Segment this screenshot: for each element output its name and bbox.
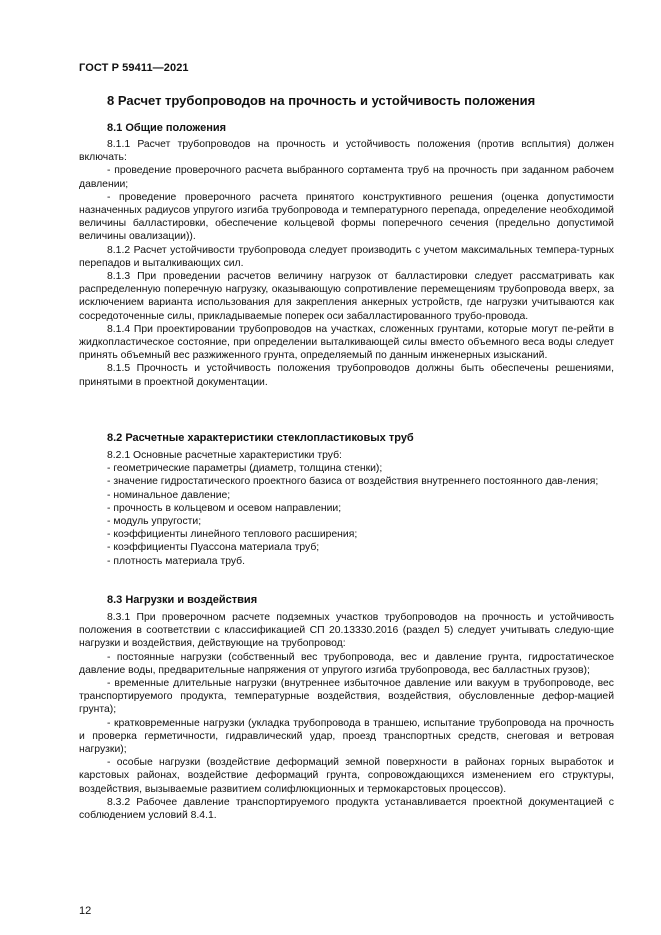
paragraph: 8.1.2 Расчет устойчивости трубопровода следует производить с учетом максимальных темпера-турных перепадов и выталкивающих сил.: [79, 244, 614, 269]
list-item: - плотность материала труб.: [107, 555, 246, 567]
list-item: - временные длительные нагрузки (внутреннее избыточное давление или вакуум в трубопроводе, вес транспортируемого продукта, температурные воздействия, воздействия, обусловленные дефор-мацией грунта);: [79, 678, 614, 716]
paragraph: - проведение проверочного расчета принятого конструктивного решения (оценка допустимости назначенных радиусов упругого изгиба трубопровода и температурного перепада, определение необходимой величины балластировки, обеспечение кольцевой формы поперечного сечения (предельно допустимой величины овализации)).: [79, 191, 614, 243]
paragraph: 8.1.1 Расчет трубопроводов на прочность и устойчивость положения (против всплытия) должен включать:: [79, 139, 614, 164]
paragraph: - проведение проверочного расчета выбранного сортамента труб на прочность при заданном рабочем давлении;: [79, 165, 614, 190]
subsection-body-8-2: [79, 449, 614, 568]
subsection-body-8-3: [79, 611, 614, 822]
standard-designation: ГОСТ Р 59411—2021: [79, 62, 189, 74]
list-item: - постоянные нагрузки (собственный вес трубопровода, вес и давление грунта, гидростатическое давление воды, предварительные напряжения от упругого изгиба трубопровода, вес балластных грузов);: [79, 651, 614, 676]
list-item: - значение гидростатического проектного базиса от воздействия внутреннего постоянного дав-ления;: [107, 476, 599, 488]
list-item: - геометрические параметры (диаметр, толщина стенки);: [107, 463, 383, 475]
list-item: - прочность в кольцевом и осевом направлении;: [107, 502, 342, 514]
section-title: 8 Расчет трубопроводов на прочность и устойчивость положения: [107, 93, 536, 108]
paragraph: 8.1.3 При проведении расчетов величину нагрузок от балластировки следует рассматривать как распределенную поперечную нагрузку, оказывающую сопротивление перемещениям трубопровода вверх, за исключением варианта использования для закрепления анкерных устройств, где нагрузки учитываются как сосредоточенные силы, прикладываемые поперек оси забалластированного трубо-провода.: [79, 271, 614, 322]
list-item: - номинальное давление;: [107, 489, 231, 501]
paragraph: 8.3.2 Рабочее давление транспортируемого продукта устанавливается проектной документацией с соблюдением условий 8.4.1.: [79, 796, 614, 822]
paragraph: 8.1.5 Прочность и устойчивость положения трубопроводов должны быть обеспечены решениями, принятыми в проектной документации.: [79, 363, 614, 388]
list-item: - коэффициенты Пуассона материала труб;: [107, 542, 320, 554]
subsection-title-8-1: 8.1 Общие положения: [107, 122, 227, 134]
subsection-body-8-1: [79, 138, 614, 389]
list-item: - кратковременные нагрузки (укладка трубопровода в траншею, испытание трубопровода на прочность и проверка герметичности, гидравлический удар, проезд транспортных средств, снеговая и ветровая нагрузки);: [79, 717, 614, 756]
list-item: - модуль упругости;: [107, 516, 202, 528]
subsection-title-8-3: 8.3 Нагрузки и воздействия: [107, 594, 258, 606]
subsection-title-8-2: 8.2 Расчетные характеристики стеклопластиковых труб: [107, 432, 414, 444]
list-item: - коэффициенты линейного теплового расширения;: [107, 529, 358, 541]
page-number: 12: [79, 905, 92, 917]
paragraph: 8.2.1 Основные расчетные характеристики труб:: [107, 450, 342, 461]
paragraph: 8.3.1 При проверочном расчете подземных участков трубопроводов на прочность и устойчивость положения в соответствии с классификацией СП 20.13330.2016 (раздел 5) следует учитывать следую-щие нагрузки и воздействия, действующие на трубопровод:: [79, 612, 614, 650]
list-item: - особые нагрузки (воздействие деформаций земной поверхности в районах горных выработок и карстовых районах, воздействие деформаций грунта, сопровождающихся изменением его структуры, воздействия, вызываемые развитием солифлюкционных и термокарстовых процессов).: [79, 757, 614, 795]
paragraph: 8.1.4 При проектировании трубопроводов на участках, сложенных грунтами, которые могут пе-рейти в жидкопластическое состояние, при определении выталкивающей силы вместо объемного веса воды следует принять объемный вес разжиженного грунта, определяемый по данным инженерных изысканий.: [79, 323, 614, 362]
